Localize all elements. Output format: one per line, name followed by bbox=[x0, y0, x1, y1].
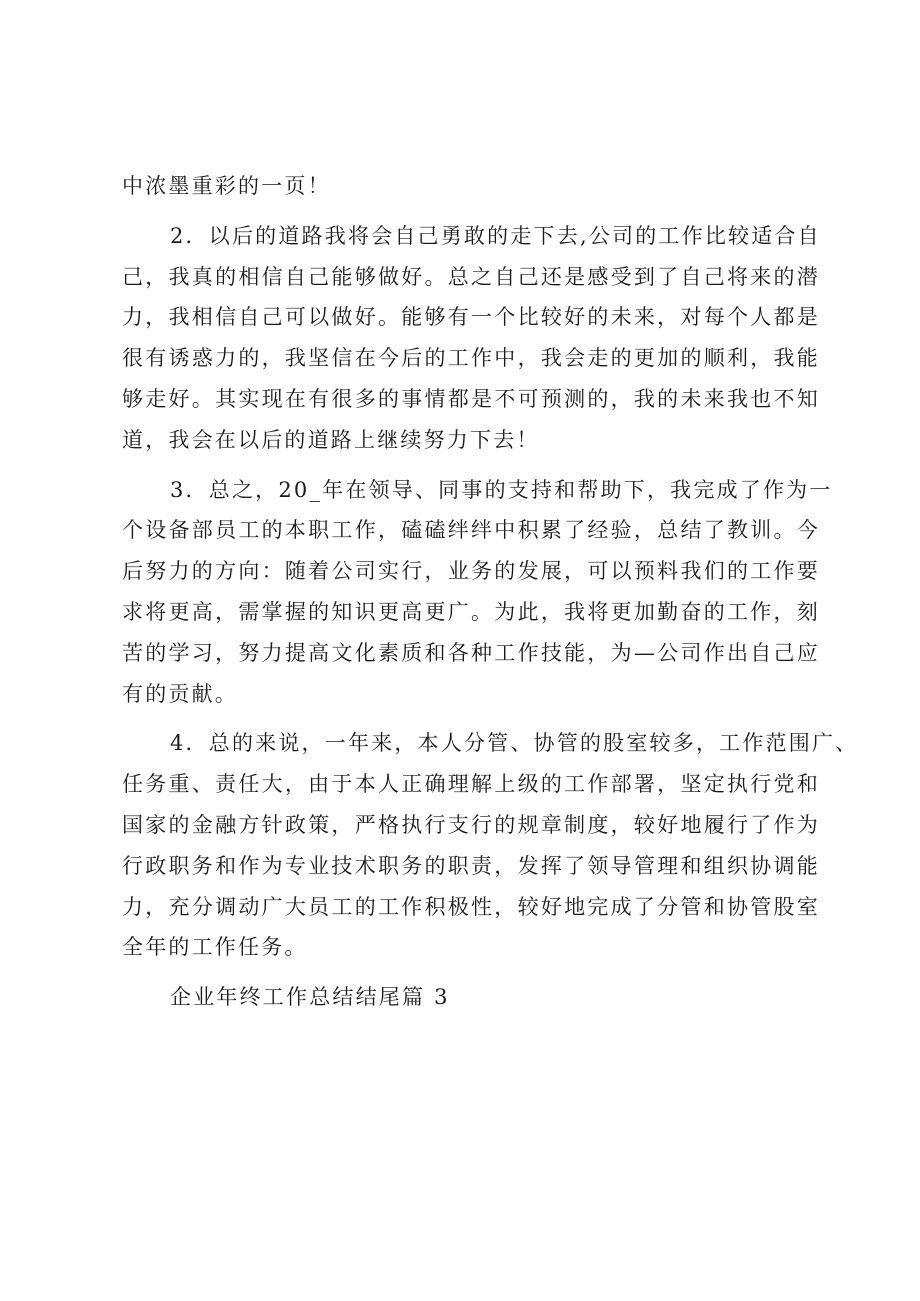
paragraph-line: 求将更高，需掌握的知识更高更广。为此，我将更加勤奋的工作，刻 bbox=[122, 599, 820, 624]
paragraph-2 bbox=[122, 216, 820, 461]
paragraph-line: 苦的学习，努力提高文化素质和各种工作技能，为—公司作出自己应 bbox=[122, 640, 820, 665]
paragraph-4 bbox=[122, 723, 859, 968]
paragraph-line: 2．以后的道路我将会自己勇敢的走下去,公司的工作比较适合自 bbox=[170, 223, 821, 248]
paragraph-line: 己，我真的相信自己能够做好。总之自己还是感受到了自己将来的潜 bbox=[122, 264, 820, 289]
paragraph-3 bbox=[122, 470, 833, 715]
paragraph-line: 后努力的方向：随着公司实行，业务的发展，可以预料我们的工作要 bbox=[122, 559, 820, 584]
paragraph-line: 中浓墨重彩的一页！ bbox=[122, 174, 331, 198]
paragraph-line: 很有诱惑力的，我坚信在今后的工作中，我会走的更加的顺利，我能 bbox=[122, 346, 820, 371]
paragraph-line: 力，充分调动广大员工的工作积极性，较好地完成了分管和协管股室 bbox=[122, 894, 820, 919]
paragraph-line: 3．总之，20_年在领导、同事的支持和帮助下，我完成了作为一 bbox=[170, 477, 833, 502]
document-body bbox=[122, 166, 859, 1018]
paragraph-line: 行政职务和作为专业技术职务的职责，发挥了领导管理和组织协调能 bbox=[122, 853, 820, 878]
paragraph-line: 道，我会在以后的道路上继续努力下去！ bbox=[122, 427, 540, 452]
paragraph-line: 国家的金融方针政策，严格执行支行的规章制度，较好地履行了作为 bbox=[122, 812, 820, 837]
section-heading: 企业年终工作总结结尾篇 3 bbox=[170, 985, 450, 1010]
paragraph-1 bbox=[122, 166, 820, 207]
paragraph-line: 任务重、责任大，由于本人正确理解上级的工作部署，坚定执行党和 bbox=[122, 772, 820, 797]
paragraph-line: 够走好。其实现在有很多的事情都是不可预测的，我的未来我也不知 bbox=[122, 386, 820, 411]
paragraph-line: 4．总的来说，一年来，本人分管、协管的股室较多，工作范围广、 bbox=[170, 731, 859, 756]
paragraph-line: 力，我相信自己可以做好。能够有一个比较好的未来，对每个人都是 bbox=[122, 305, 820, 330]
paragraph-line: 个设备部员工的本职工作，磕磕绊绊中积累了经验，总结了教训。今 bbox=[122, 518, 820, 543]
paragraph-line: 有的贡献。 bbox=[122, 681, 238, 706]
paragraph-line: 全年的工作任务。 bbox=[122, 935, 308, 960]
